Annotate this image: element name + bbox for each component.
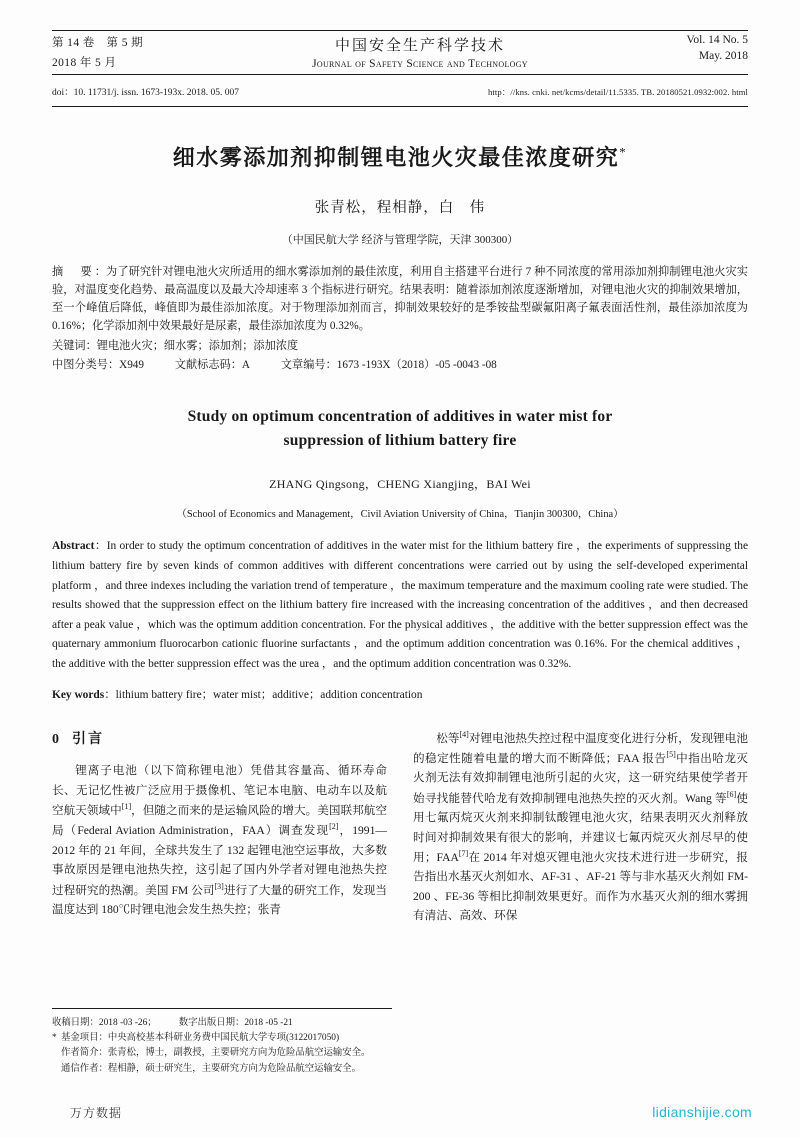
journal-title-en: Journal of Safety Science and Technology: [312, 58, 528, 70]
abstract-en-label: Abstract: [52, 540, 95, 553]
running-head-center: [242, 34, 598, 70]
received-date: 收稿日期：2018 -03 -26；: [52, 1018, 157, 1028]
footnote-author: [52, 1046, 392, 1061]
abstract-cn-text: ：为了研究针对锂电池火灾所适用的细水雾添加剂的最佳浓度，利用自主搭建平台进行 7 种不同浓度的常用添加剂抑制锂电池火灾实验，对温度变化趋势、最高温度以及最大冷却速率 3 个指标进行研究。结果表明：随着添加剂浓度逐渐增加，对锂电池火灾的抑制效果增加，至一个峰值后降低，峰值即为最佳添加浓度。对于物理添加剂而言，抑制效果较好的是季铵盐型碳氟阳离子氟表面活性剂，最佳添加浓度为 0.16%；化学添加剂中效果最好是尿素，最佳添加浓度为 0.32%。: [52, 266, 748, 333]
keywords-cn: [52, 338, 748, 356]
title-en-line1: Study on optimum concentration of additives in water mist for: [187, 408, 613, 426]
running-head-left: [52, 34, 242, 70]
paragraph-left: 锂离子电池（以下简称锂电池）凭借其容量高、循环寿命长、无记忆性被广泛应用于摄像机、笔记本电脑、电动车以及航空航天领域中[1]，但随之而来的是运输风险的增大。美国联邦航空局（Federal Aviation Administration，FAA）调查发现[2]，1991—2012 年的 21 年间，全球共发生了 132 起锂电池空运事故，大多数事故原因是锂电池热失控，这引起了国内外学者对锂电池热失控过程研究的热潮。美国 FM 公司[3]进行了大量的研究工作，发现当温度达到 180℃时锂电池会发生热失控；张青: [52, 764, 387, 917]
keywords-en-label: Key words: [52, 688, 105, 701]
keywords-en: [52, 686, 748, 702]
title-cn-text: 细水雾添加剂抑制锂电池火灾最佳浓度研究: [172, 145, 620, 170]
footnotes: [52, 1008, 392, 1077]
affiliation-cn: （中国民航大学 经济与管理学院，天津 300300）: [281, 234, 519, 246]
issue-date-en: May. 2018: [698, 50, 748, 62]
published-date: 数字出版日期：2018 -05 -21: [178, 1018, 293, 1028]
abstract-en: [52, 537, 748, 674]
running-head: [52, 30, 748, 75]
authors-en: ZHANG Qingsong，CHENG Xiangjing，BAI Wei: [269, 477, 531, 492]
paragraph-right: 松等[4]对锂电池热失控过程中温度变化进行分析，发现锂电池的稳定性随着电量的增大而不断降低；FAA 报告[5]中指出哈龙灭火剂无法有效抑制锂电池所引起的火灾，这一研究结果使学者开始寻找能替代哈龙有效抑制锂电池热失控的灭火剂。Wang 等[6]使用七氟丙烷灭火剂来抑制钛酸锂电池火灾，结果表明灭火剂释放时间对抑制效果有很大的影响，并建议七氟丙烷灭火剂尽早的使用；FAA[7]在 2014 年对熄灭锂电池火灾技术进行进一步研究，报告指出水基灭火剂如水、AF-31 、AF-21 等与非水基灭火剂如 FM-200 、FE-36 等相比抑制效果更好。而作为水基灭火剂的细水雾拥有清洁、高效、环保: [413, 729, 748, 923]
clc-number: 中图分类号：X949: [52, 359, 144, 372]
abstract-cn-label: 摘 要: [52, 266, 95, 278]
body-columns: [52, 728, 748, 926]
cnki-url[interactable]: http：//kns. cnki. net/kcms/detail/11.5335. TB. 20180521.0932:002. html: [487, 87, 748, 97]
fund-text: 基金项目：中央高校基本科研业务费中国民航大学专项(3122017050): [61, 1033, 340, 1044]
page-title-en: [52, 405, 748, 453]
section-title: 引言: [72, 731, 104, 747]
section-heading: [52, 728, 387, 752]
document-code: 文献标志码：A: [174, 359, 251, 372]
authors-cn: 张青松，程相静，白 伟: [314, 200, 486, 216]
corresponding-marker: [52, 1062, 61, 1077]
paper-content: [52, 30, 748, 926]
article-number: 文章编号：1673 -193X（2018）-05 -0043 -08: [280, 359, 497, 372]
keywords-en-text: ：lithium battery fire；water mist；additive；addition concentration: [104, 688, 423, 701]
volume-issue-cn: 第 14 卷 第 5 期: [52, 37, 144, 49]
database-watermark: 万方数据: [70, 1106, 123, 1120]
body-column-left: [52, 728, 387, 926]
title-footnote-marker: *: [619, 144, 628, 160]
page-title-cn: [52, 141, 748, 172]
site-watermark: lidianshijie.com: [652, 1104, 752, 1120]
affiliation-en: （School of Economics and Management，Civil Aviation University of China，Tianjin 300300，China）: [176, 509, 624, 521]
footnote-corresponding: [52, 1062, 392, 1077]
doi-line: [52, 75, 748, 107]
author-marker: [52, 1046, 61, 1061]
body-column-right: [413, 728, 748, 926]
section-number: 0: [52, 731, 61, 747]
issue-date-cn: 2018 年 5 月: [52, 57, 117, 69]
journal-title-cn: 中国安全生产科学技术: [334, 38, 505, 54]
footnote-fund: [52, 1031, 392, 1046]
fund-marker: *: [52, 1033, 57, 1044]
keywords-cn-label: 关键词: [52, 339, 86, 352]
doi-text: doi：10. 11731/j. issn. 1673-193x. 2018. 05. 007: [52, 88, 240, 98]
abstract-cn: [52, 263, 748, 336]
classification-line: [52, 357, 748, 375]
running-head-right: [598, 34, 748, 62]
volume-issue-en: Vol. 14 No. 5: [686, 34, 748, 46]
keywords-cn-text: ：锂电池火灾；细水雾；添加剂；添加浓度: [85, 339, 299, 352]
corresponding-bio: 通信作者：程相静，硕士研究生，主要研究方向为危险品航空运输安全。: [61, 1063, 362, 1074]
author-bio: 作者简介：张青松，博士，副教授，主要研究方向为危险品航空运输安全。: [61, 1048, 371, 1059]
abstract-en-text: ：In order to study the optimum concentration of additives in the water mist for the lithium battery fire ，the experiments of suppressing the lithium battery fire by seven kinds of common additives with different concentrations were carried out by using the self-developed experimental platform ，and three indexes including the variation trend of temperature ，the maximum temperature and the maximum cooling rate were studied. The results showed that the suppression effect on the lithium battery fire increased with the increasing concentration of the additives ，and then decreased after a peak value ，which was the optimum addition concentration. For the physical additives ，the additive with the better suppression effect was the quaternary ammonium fluorocarbon cationic fluorine surfactants ，and the optimum addition concentration was 0.16%. For the chemical additives ，the additive with the better suppression effect was the urea ，and the optimum addition concentration was 0.32%.: [52, 540, 748, 671]
footnote-dates: [52, 1016, 392, 1031]
title-en-line2: suppression of lithium battery fire: [283, 432, 517, 450]
